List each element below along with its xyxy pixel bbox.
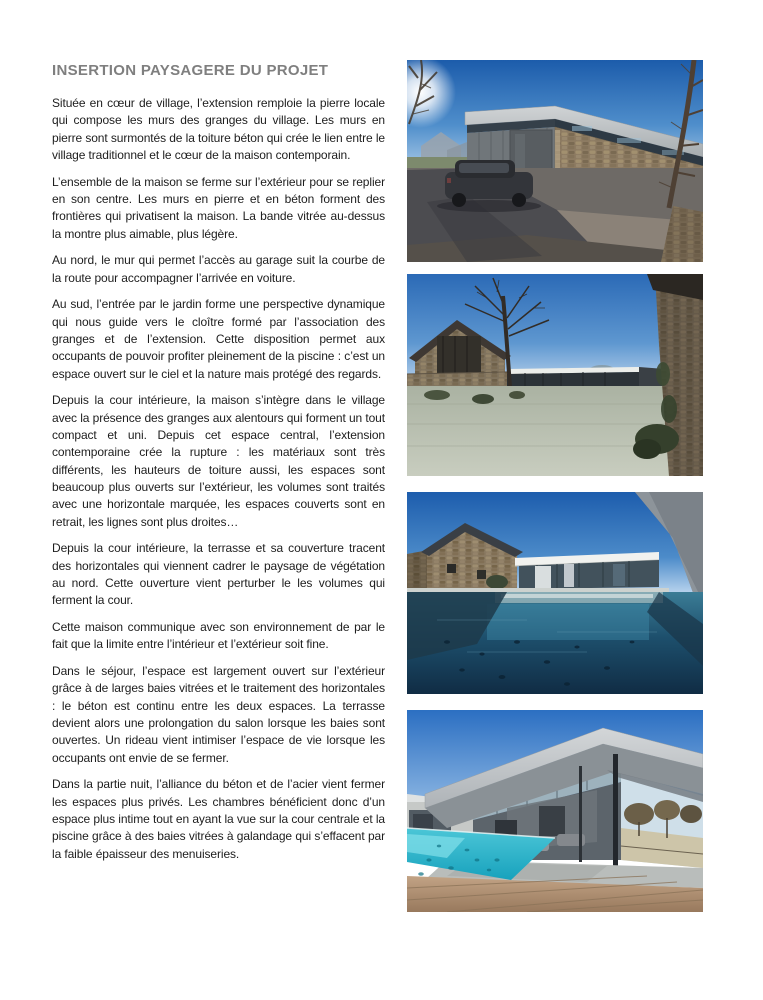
paragraph: Dans le séjour, l’espace est largement ouvert sur l’extérieur grâce à de larges baies vitrées et le traitement des horizontales : le béton est continu entre les deux espaces. La terrasse devient alors une prolongation du salon lorsque les baies sont ouvertes. Un rideau vient intimiser l’espace de vie lorsque les occupants ont envie de se fermer. (52, 664, 385, 765)
paragraph: Au nord, le mur qui permet l’accès au garage suit la courbe de la route pour accompagner l’arrivée en voiture. (52, 253, 385, 285)
pool-reflection-image (407, 492, 703, 694)
paragraph: Dans la partie nuit, l’alliance du béton et de l’acier vient fermer les espaces plus privés. Les chambres bénéficient donc d’un espace plus intime tout en ayant la vue sur la cour centrale et la piscine grâce à des baies vitrées à galandage qui s’effacent par la faible épaisseur des menuiseries. (52, 777, 385, 861)
pool-reflection-photo (407, 492, 703, 694)
frosted-garden-barn-photo (407, 274, 703, 476)
frosted-garden-image (407, 274, 703, 476)
paragraph: Au sud, l’entrée par le jardin forme une perspective dynamique qui nous guide vers le cloître formé par l’association des granges et de l’extension. Cette disposition permet aux occupants de pouvoir profiter pleinement de la piscine : c’est un espace ouvert sur le ciel et la nature mais protégé des regards. (52, 297, 385, 381)
paragraph: Depuis la cour intérieure, la maison s’intègre dans le village avec la présence des granges aux alentours qui forment un tout compact et uni. Depuis cet espace central, l’extension contemporaine crée la rupture : les matériaux sont très différents, les hauteurs de toiture aussi, les espaces sont beaucoup plus ouverts sur l’extérieur, les volumes sont traités avec une horizontale marquée, les espaces couverts sont en retrait, les lignes sont plus droites… (52, 393, 385, 529)
page-title: INSERTION PAYSAGERE DU PROJET (52, 62, 329, 79)
photo-column (407, 60, 703, 912)
paragraph: L’ensemble de la maison se ferme sur l’extérieur pour se replier en son centre. Les murs en pierre et en béton forment des frontières qui privatisent la maison. La bande vitrée au-dessus la montre plus aimable, plus légère. (52, 174, 385, 241)
street-facade-image (407, 60, 703, 262)
text-column (52, 62, 385, 872)
paragraph: Située en cœur de village, l’extension remploie la pierre locale qui compose les murs des granges du village. Les murs en pierre sont surmontés de la toiture béton qui crée le lien entre le village traditionnel et le cœur de la maison contemporain. (52, 96, 385, 162)
paragraph: Cette maison communique avec son environnement de par le fait que la limite entre l’intérieur et l’extérieur soit fine. (52, 620, 385, 652)
paragraph: Depuis la cour intérieure, la terrasse et sa couverture tracent des horizontales qui viennent cadrer le paysage de végétation au nord. Cette ouverture vient perturber le les volumes qui ferment la cour. (52, 541, 385, 608)
street-facade-photo (407, 60, 703, 262)
terrace-pool-photo (407, 710, 703, 912)
terrace-pool-image (407, 710, 703, 912)
